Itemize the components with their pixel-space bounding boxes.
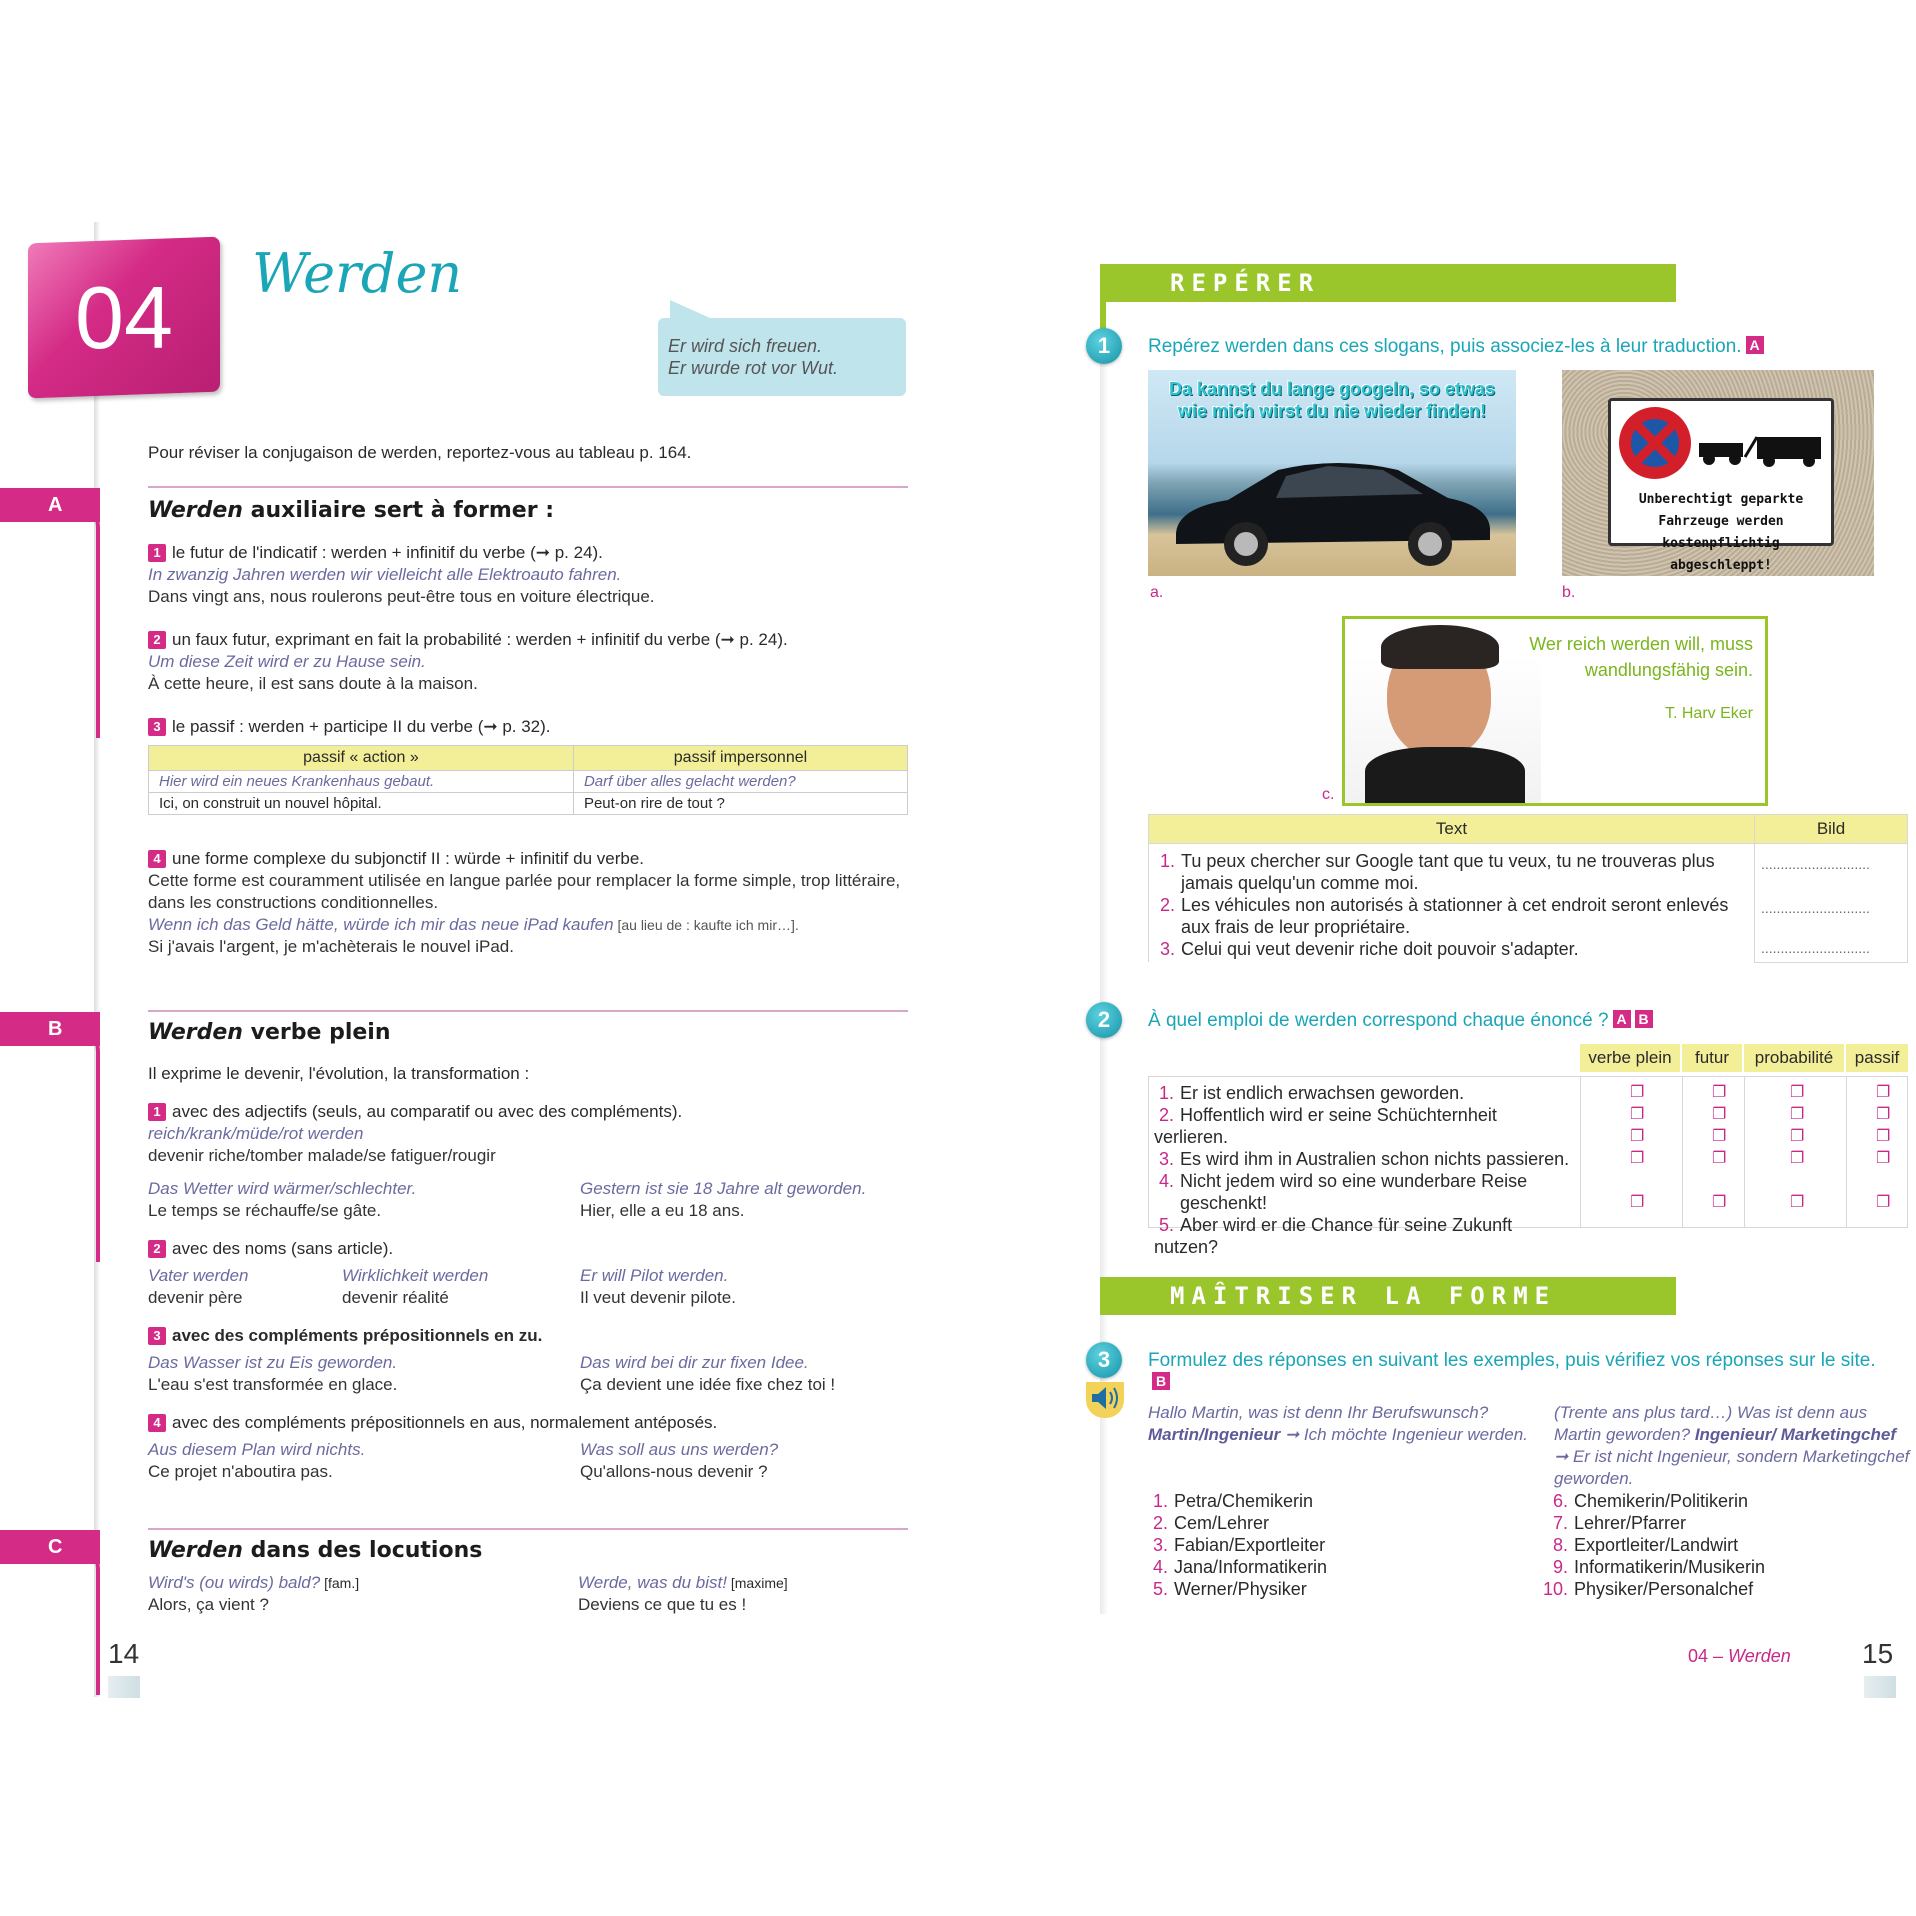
answer-checkbox[interactable]: ❐ <box>1790 1194 1805 1211</box>
divider-c <box>148 1528 908 1530</box>
question-1-text: Repérez werden dans ces slogans, puis associez-les à leur traduction. A <box>1148 336 1764 358</box>
answer-checkbox[interactable]: ❐ <box>1876 1128 1891 1145</box>
list-item: 2. Cem/Lehrer <box>1152 1513 1270 1533</box>
image-c-label: c. <box>1322 786 1335 803</box>
image-b-sign <box>1562 370 1874 576</box>
match-table: Text Bild 1. Tu peux chercher sur Google tant que tu veux, tu ne trouveras plus jamais quelqu'un comme moi. 2. Les véhicules non autorisés à stationner à cet endroit seront enlevés aux frais de leur propriétaire. 3. Celui qui veut devenir riche doit pouvoir s'adapter. ............................ ............................ ............................ <box>1148 814 1908 963</box>
section-tab-a-label: A <box>0 488 100 522</box>
list-item: 8. Exportleiter/Landwirt <box>1552 1535 1739 1555</box>
answer-checkbox[interactable]: ❐ <box>1712 1150 1727 1167</box>
section-b-heading: Werden verbe plein <box>148 1020 391 1045</box>
list-item: 5. Werner/Physiker <box>1152 1579 1307 1599</box>
audio-icon[interactable] <box>1086 1382 1124 1418</box>
answer-checkbox[interactable]: ❐ <box>1790 1084 1805 1101</box>
answer-checkbox[interactable]: ❐ <box>1876 1194 1891 1211</box>
answer-checkbox[interactable]: ❐ <box>1712 1128 1727 1145</box>
exercise-list-left <box>1148 1490 1327 1600</box>
question-3-badge: 3 <box>1086 1342 1122 1378</box>
divider-a <box>148 486 908 488</box>
answer-blank-1[interactable]: ............................ <box>1761 856 1870 872</box>
speech-bubble <box>658 318 906 396</box>
image-b-sign-text: Unberechtigt geparkte Fahrzeuge werden kostenpflichtig abgeschleppt! <box>1638 492 1804 573</box>
b-item-2: 2 avec des noms (sans article). <box>148 1238 393 1260</box>
answer-checkbox[interactable]: ❐ <box>1630 1128 1645 1145</box>
answer-checkbox[interactable]: ❐ <box>1712 1194 1727 1211</box>
answer-checkbox[interactable]: ❐ <box>1630 1084 1645 1101</box>
bubble-line-1: Er wird sich freuen. <box>668 336 823 356</box>
b1-de-a: Das Wetter wird wärmer/schlechter. <box>148 1179 417 1198</box>
list-item: 4. Jana/Informatikerin <box>1152 1557 1328 1577</box>
list-item: 6. Chemikerin/Politikerin <box>1552 1491 1749 1511</box>
answer-checkbox[interactable]: ❐ <box>1630 1194 1645 1211</box>
answer-blank-2[interactable]: ............................ <box>1761 900 1870 916</box>
image-b-label: b. <box>1562 584 1576 601</box>
answer-checkbox[interactable]: ❐ <box>1630 1150 1645 1167</box>
list-item: 9. Informatikerin/Musikerin <box>1552 1557 1766 1577</box>
section-bar-reperer: REPÉRER <box>1100 264 1676 302</box>
answer-checkbox[interactable]: ❐ <box>1790 1106 1805 1123</box>
image-a-car <box>1148 370 1516 576</box>
answer-checkbox[interactable]: ❐ <box>1790 1150 1805 1167</box>
answer-checkbox[interactable]: ❐ <box>1876 1106 1891 1123</box>
question-3-text: Formulez des réponses en suivant les exemples, puis vérifiez vos réponses sur le site.B <box>1148 1350 1876 1389</box>
exercise-list-right <box>1538 1490 1765 1600</box>
portrait-photo <box>1345 619 1541 803</box>
tow-truck-icon <box>1697 423 1827 469</box>
bubble-line-2: Er wurde rot vor Wut. <box>668 358 839 378</box>
question-2-text: À quel emploi de werden correspond chaque énoncé ? A B <box>1148 1010 1653 1032</box>
intro-text: Pour réviser la conjugaison de werden, reportez-vous au tableau p. 164. <box>148 443 692 462</box>
chapter-badge <box>28 237 220 399</box>
section-tab-c-label: C <box>0 1530 100 1564</box>
car-shape <box>1168 448 1498 573</box>
answer-checkbox[interactable]: ❐ <box>1712 1084 1727 1101</box>
image-c-author: T. Harv Eker <box>1664 705 1753 722</box>
question-2-badge: 2 <box>1086 1002 1122 1038</box>
image-c-quote: Wer reich werden will, muss wandlungsfähig sein. <box>1529 634 1753 680</box>
page-number-right: 15 <box>1862 1638 1894 1669</box>
section-a-heading: Werden auxiliaire sert à former : <box>148 498 554 523</box>
answer-checkbox[interactable]: ❐ <box>1876 1084 1891 1101</box>
running-footer: 04 – Werden <box>1688 1646 1791 1666</box>
image-a-slogan: Da kannst du lange googeln, so etwas wie mich wirst du nie wieder finden! <box>1168 379 1496 421</box>
a-item-1: 1 le futur de l'indicatif : werden + infinitif du verbe (➞ p. 24). In zwanzig Jahren werden wir vielleicht alle Elektroauto fahren. Dans vingt ans, nous roulerons peut-être tous en voiture électrique. <box>148 543 655 606</box>
example-1: Hallo Martin, was ist denn Ihr Berufswunsch? Martin/Ingenieur ➞ Ich möchte Ingenieur werden. <box>1148 1403 1528 1444</box>
section-tab-b <box>0 1012 100 1262</box>
b-intro: Il exprime le devenir, l'évolution, la transformation : <box>148 1064 530 1083</box>
chapter-number: 04 <box>75 268 173 367</box>
chapter-title: Werden <box>252 242 463 305</box>
image-a-label: a. <box>1150 584 1164 601</box>
page-left <box>94 222 100 1697</box>
image-c-quote-box <box>1342 616 1768 806</box>
answer-blank-3[interactable]: ............................ <box>1761 940 1870 956</box>
list-item: 7. Lehrer/Pfarrer <box>1552 1513 1687 1533</box>
b1-fr-b: Hier, elle a eu 18 ans. <box>580 1201 745 1220</box>
passive-table: passif « action » passif impersonnel Hier wird ein neues Krankenhaus gebaut. Darf über alles gelacht werden? Ici, on construit un nouvel hôpital. Peut-on rire de tout ? <box>148 745 908 815</box>
b-item-4: 4 avec des compléments prépositionnels en aus, normalement antéposés. <box>148 1412 717 1434</box>
answer-checkbox[interactable]: ❐ <box>1876 1150 1891 1167</box>
list-item: 3. Fabian/Exportleiter <box>1152 1535 1326 1555</box>
divider-b <box>148 1010 908 1012</box>
a-item-3: 3 le passif : werden + participe II du verbe (➞ p. 32). <box>148 716 908 738</box>
section-bar-maitriser: MAÎTRISER LA FORME <box>1100 1277 1676 1315</box>
b1-de-b: Gestern ist sie 18 Jahre alt geworden. <box>580 1179 867 1198</box>
section-tab-a <box>0 488 100 738</box>
section-tab-b-label: B <box>0 1012 100 1046</box>
b-item-3: 3 avec des compléments prépositionnels en zu. <box>148 1325 542 1347</box>
list-item: 1. Petra/Chemikerin <box>1152 1491 1314 1511</box>
page-number-left: 14 <box>108 1638 140 1669</box>
answer-checkbox[interactable]: ❐ <box>1630 1106 1645 1123</box>
section-c-heading: Werden dans des locutions <box>148 1538 483 1563</box>
answer-checkbox[interactable]: ❐ <box>1712 1106 1727 1123</box>
b-item-1: 1 avec des adjectifs (seuls, au comparatif ou avec des compléments). reich/krank/müde/rot werden devenir riche/tomber malade/se fatiguer/rougir <box>148 1102 683 1165</box>
no-stopping-icon <box>1615 403 1695 483</box>
list-item: 10. Physiker/Personalchef <box>1542 1579 1754 1599</box>
example-2: (Trente ans plus tard…) Was ist denn aus Martin geworden? Ingenieur/ Marketingchef ➞ Er ist nicht Ingenieur, sondern Marketingchef geworden. <box>1554 1403 1910 1488</box>
b1-fr-a: Le temps se réchauffe/se gâte. <box>148 1201 382 1220</box>
answer-checkbox[interactable]: ❐ <box>1790 1128 1805 1145</box>
a-item-4: 4 une forme complexe du subjonctif II : würde + infinitif du verbe. Cette forme est couramment utilisée en langue parlée pour remplacer la forme simple, trop littéraire, dans les constructions conditionnelles. Wenn ich das Geld hätte, würde ich mir das neue iPad kaufen [au lieu de : kaufte ich mir…]. Si j'avais l'argent, je m'achèterais le nouvel iPad. <box>148 849 901 956</box>
a-item-2: 2 un faux futur, exprimant en fait la probabilité : werden + infinitif du verbe (➞ p. 24). Um diese Zeit wird er zu Hause sein. À cette heure, il est sans doute à la maison. <box>148 630 788 693</box>
question-1-badge: 1 <box>1086 328 1122 364</box>
